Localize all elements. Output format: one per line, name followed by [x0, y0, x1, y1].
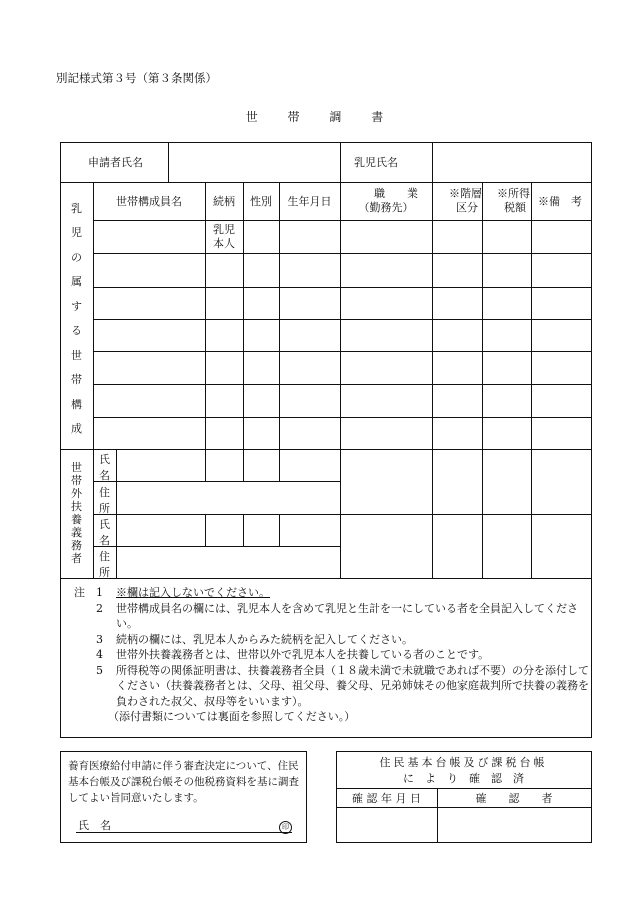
dependent-2-name-label [93, 516, 116, 548]
label-char: 氏 [99, 518, 110, 531]
section-char: 外 [71, 487, 82, 500]
note-item [74, 632, 594, 648]
section-char: 帯 [71, 474, 82, 487]
verify-checker-label: 確 認 者 [475, 792, 553, 805]
notes-section [74, 585, 594, 725]
col-job [340, 187, 432, 215]
dependents-section-label [60, 461, 93, 565]
col-tax-line2: 税額 [504, 200, 526, 214]
note-number: 2 [96, 601, 103, 615]
col-tax-line1: ※所得 [497, 187, 530, 200]
section-char: る [71, 324, 82, 338]
relation-line1: 乳児 [213, 223, 235, 236]
consent-text: 養育医療給付申請に伴う審査決定について、住民基本台帳及び課税台帳その他税務資料を基に調査してよい旨同意いたします。 [68, 760, 299, 804]
col-job-line2: （勤務先） [358, 200, 414, 214]
col-sex: 性別 [250, 195, 272, 208]
section-char: 扶 [71, 500, 82, 513]
section-char: 帯 [71, 373, 82, 387]
section-char: 義 [71, 526, 82, 539]
section-char: す [71, 299, 82, 313]
section-char: 世 [71, 348, 82, 362]
note-text: ※欄は記入しないでください。 [116, 586, 270, 599]
note-number: 4 [96, 648, 103, 661]
dependent-2-address-label [93, 548, 116, 580]
note-text: 世帯外扶養義務者とは、世帯以外で乳児本人を扶養している者のことです。 [116, 648, 490, 661]
col-class [434, 187, 482, 215]
attachment-note: （添付書類については裏面を参照してください。） [108, 710, 356, 723]
form-number: 別記様式第３号（第３条関係） [56, 71, 217, 85]
section-char: 構 [71, 397, 82, 411]
col-dob: 生年月日 [287, 195, 332, 208]
col-relation: 続柄 [213, 195, 235, 208]
note-text: 続柄の欄には、乳児本人からみた続柄を記入してください。 [116, 632, 413, 646]
note-text: 所得税等の関係証明書は、扶養義務者全員（１８歳未満で未就職であれば不要）の分を添付してください（扶養義務者とは、父母、祖父母、養父母、兄弟姉妹その他家庭裁判所で扶養の義務を負わされた叔父、叔母等をいいます）。 [116, 663, 589, 708]
section-char: 成 [71, 421, 82, 435]
label-char: 住 [99, 550, 110, 563]
dependent-1-address-label [93, 484, 116, 516]
col-tax [484, 187, 530, 215]
verify-date-label: 確 認 年 月 日 [352, 792, 421, 805]
note-text: 世帯構成員名の欄には、乳児本人を含めて乳児と生計を一にしている者を全員記入してください。 [116, 601, 578, 630]
col-class-line1: ※階層 [449, 187, 482, 200]
household-section-label [60, 200, 93, 436]
note-number: 5 [96, 663, 103, 677]
note-number: 1 [96, 586, 103, 599]
col-member-name: 世帯構成員名 [116, 195, 182, 208]
note-item [74, 663, 594, 710]
infant-name-label: 乳児氏名 [354, 156, 398, 169]
label-char: 名 [99, 534, 110, 547]
title-char: 調 [329, 110, 343, 124]
label-char: 所 [99, 502, 110, 515]
note-item [74, 585, 594, 601]
note-item [74, 601, 594, 632]
dependent-1-name-label [93, 451, 116, 483]
verify-line1: 住民基本台帳及び課税台帳 [379, 756, 548, 769]
seal-mark [279, 819, 292, 834]
section-char: の [71, 250, 82, 264]
section-char: 養 [71, 513, 82, 526]
applicant-name-label: 申請者氏名 [88, 156, 143, 169]
notes-prefix: 注 [74, 586, 85, 599]
col-remarks: ※備 考 [538, 195, 582, 208]
verify-line2: に よ り 確 認 済 [403, 772, 524, 785]
seal-icon: 印 [279, 821, 292, 834]
section-char: 務 [71, 539, 82, 552]
title-char: 世 [245, 110, 259, 124]
note-number: 3 [96, 632, 103, 646]
section-char: 児 [71, 226, 82, 240]
relation-line2: 本人 [213, 236, 235, 250]
title-char: 帯 [287, 110, 301, 124]
first-row-relation [205, 223, 243, 251]
label-char: 所 [99, 566, 110, 579]
section-char: 者 [71, 552, 82, 565]
title-char: 書 [371, 110, 385, 124]
section-char: 属 [71, 275, 82, 289]
note-item [74, 647, 594, 663]
label-char: 名 [99, 469, 110, 482]
consent-name-label: 氏 名 [78, 819, 111, 832]
section-char: 乳 [71, 202, 82, 215]
section-char: 世 [71, 461, 82, 474]
col-job-line1: 職 業 [374, 187, 418, 200]
label-char: 住 [99, 486, 110, 499]
col-class-line2: 区分 [456, 200, 478, 214]
label-char: 氏 [99, 453, 110, 466]
